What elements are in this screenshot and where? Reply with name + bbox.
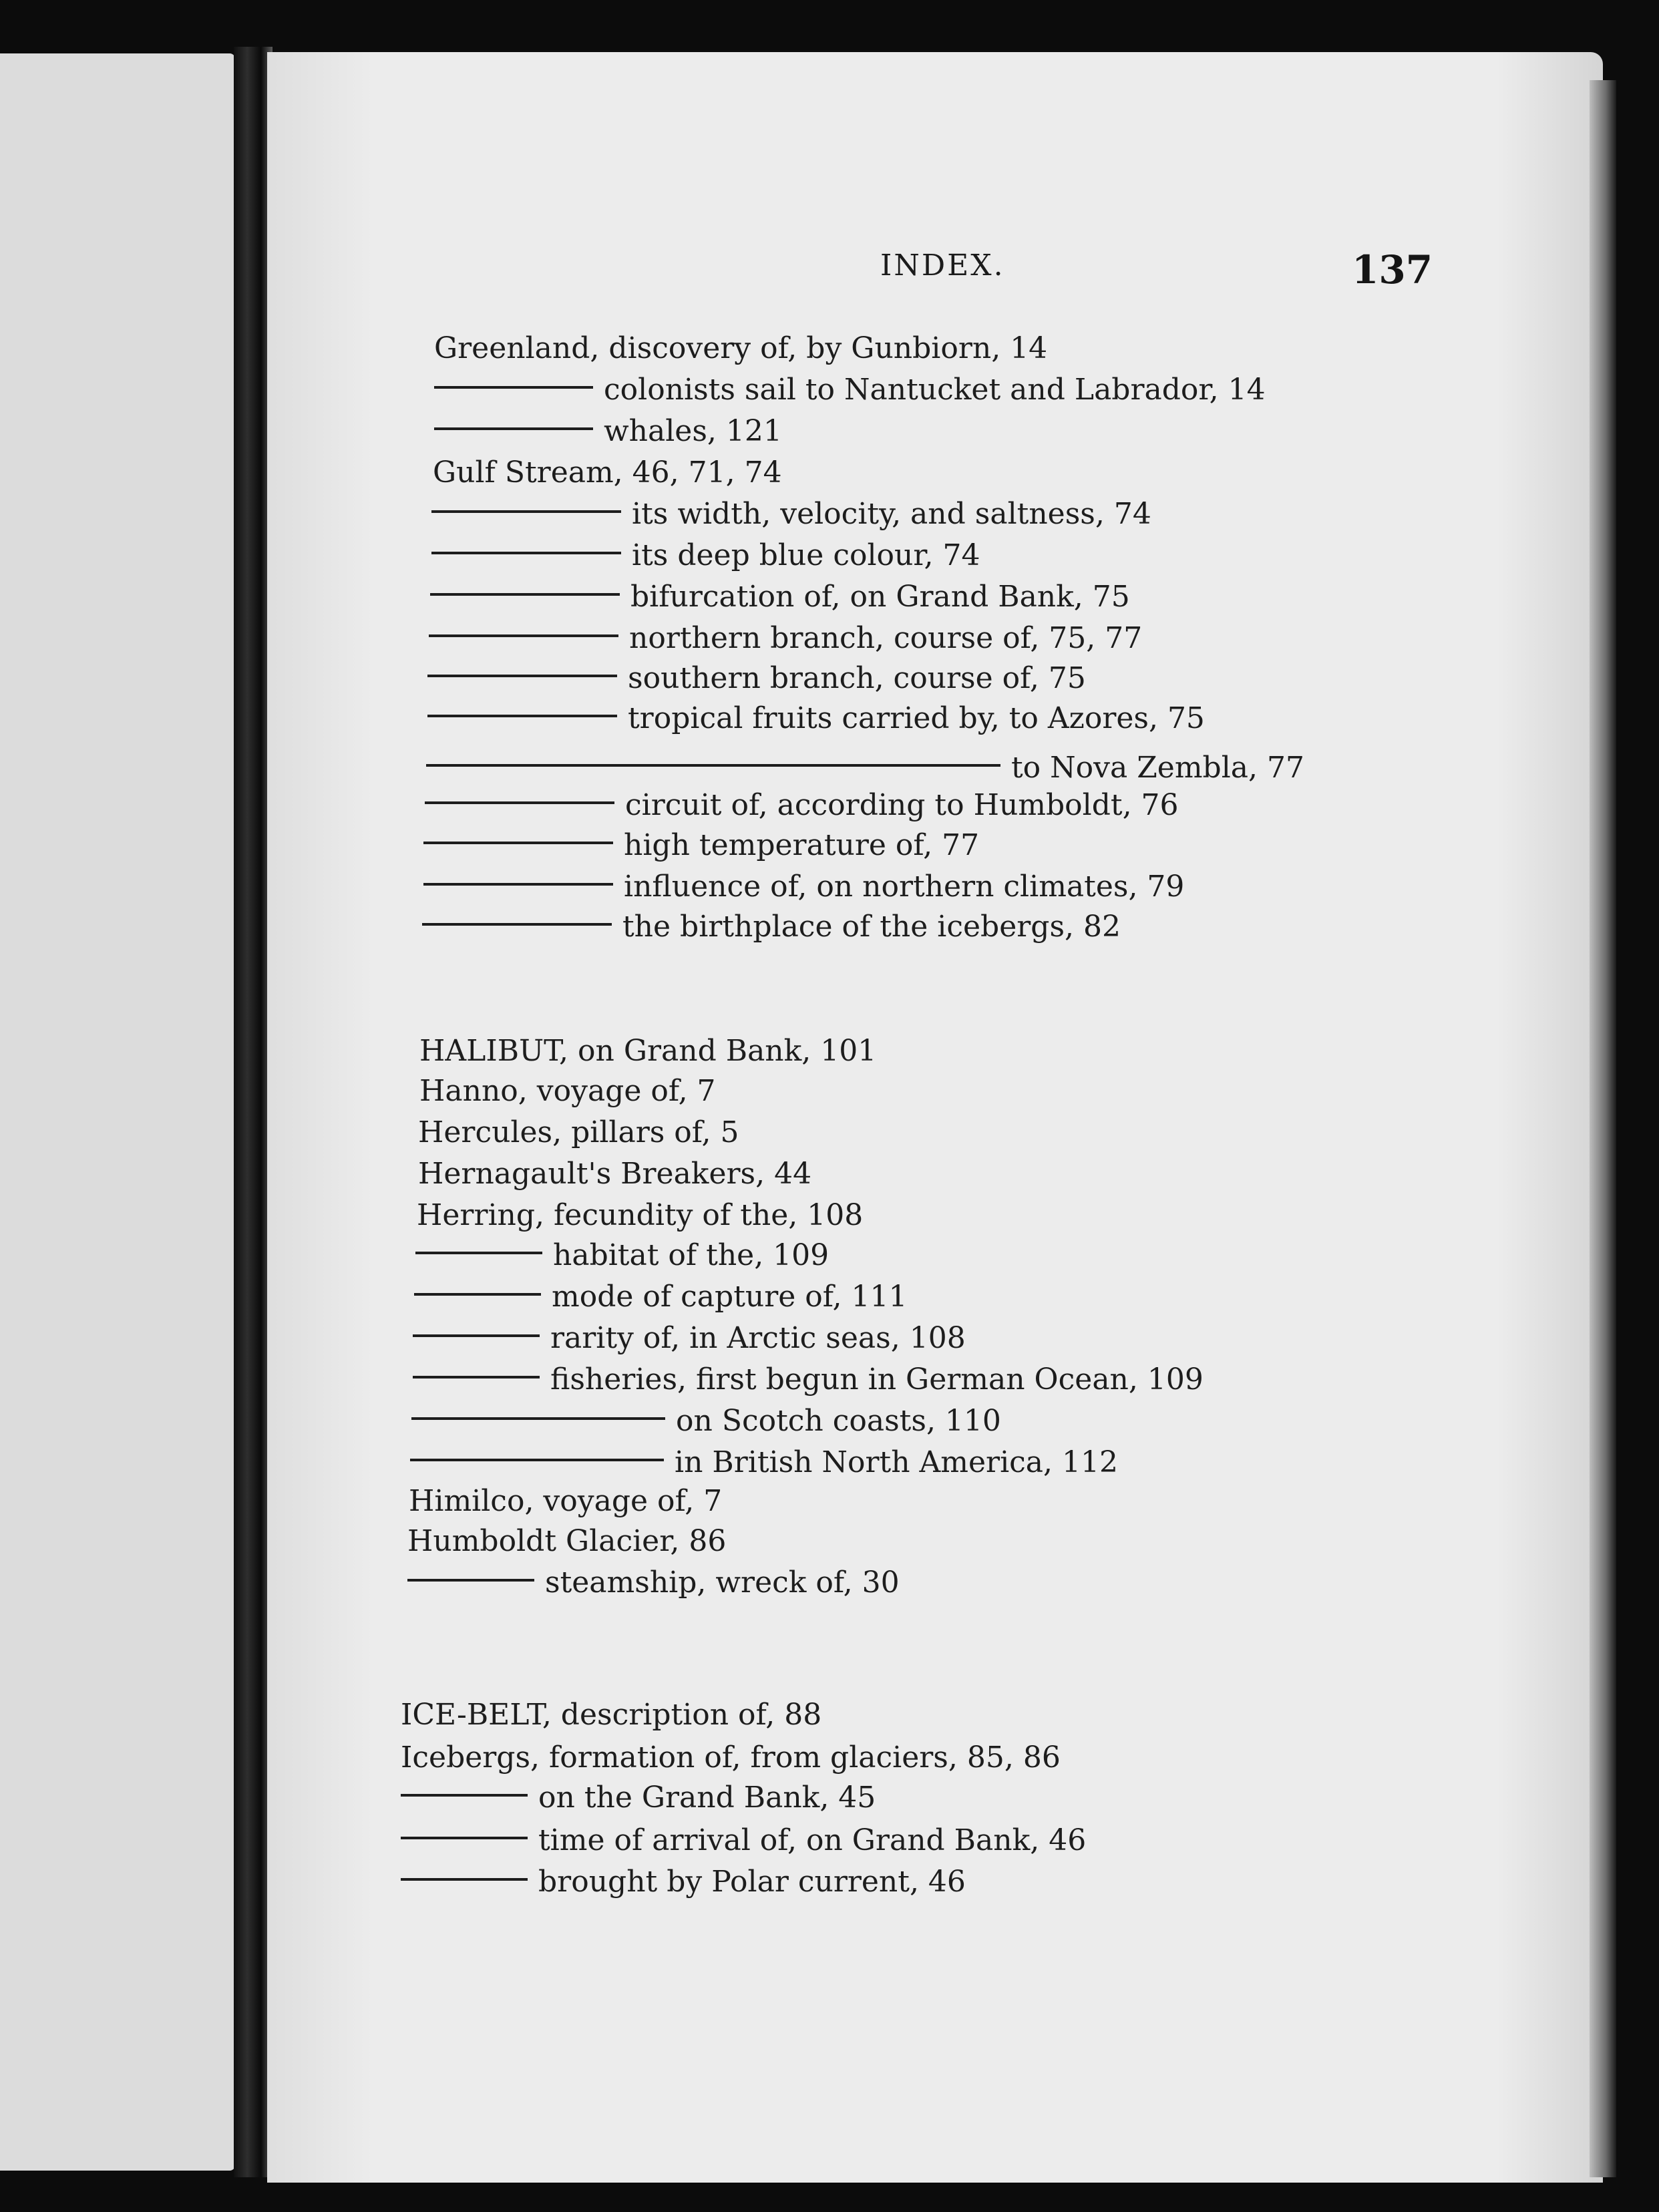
index-subentry: the birthplace of the icebergs, 82 [422,908,1121,946]
ditto-dash [431,552,621,554]
ditto-dash [401,1837,528,1839]
index-entry: HALIBUT, on Grand Bank, 101 [419,1034,877,1068]
index-subentry: mode of capture of, 111 [414,1278,907,1316]
ditto-dash [427,675,617,677]
ditto-dash [434,427,593,430]
ditto-dash [431,510,621,513]
index-subentry: bifurcation of, on Grand Bank, 75 [430,578,1130,616]
index-subentry: high temperature of, 77 [423,827,979,864]
index-subentry: steamship, wreck of, 30 [407,1564,900,1602]
index-entry: Gulf Stream, 46, 71, 74 [433,455,782,490]
ditto-dash [434,386,593,389]
index-entry: Herring, fecundity of the, 108 [417,1198,864,1232]
index-subentry: whales, 121 [434,413,782,450]
ditto-dash [414,1293,541,1296]
index-subentry: tropical fruits carried by, to Azores, 75 [427,700,1205,737]
running-head: INDEX. [880,248,1005,283]
page-number: 137 [1352,247,1433,293]
ditto-dash [407,1579,534,1582]
index-subentry: fisheries, first begun in German Ocean, 109 [413,1361,1204,1399]
index-entry: ICE-BELT, description of, 88 [401,1698,822,1732]
index-subentry: time of arrival of, on Grand Bank, 46 [401,1822,1086,1859]
index-subentry: colonists sail to Nantucket and Labrador, 14 [434,371,1266,409]
index-entry: Hernagault's Breakers, 44 [418,1157,812,1191]
index-entry: Icebergs, formation of, from glaciers, 85, 86 [401,1740,1061,1775]
ditto-dash [426,764,1000,767]
ditto-dash [401,1878,528,1881]
ditto-dash [411,1417,665,1420]
index-subentry: northern branch, course of, 75, 77 [429,620,1142,657]
index-subentry: its width, velocity, and saltness, 74 [431,496,1151,533]
ditto-dash [423,842,613,844]
index-entry: Greenland, discovery of, by Gunbiorn, 14 [434,331,1048,365]
ditto-dash [401,1794,528,1797]
index-entry: Hercules, pillars of, 5 [418,1115,739,1149]
ditto-dash [430,593,620,596]
index-subentry: in British North America, 112 [410,1444,1118,1481]
index-subentry: influence of, on northern climates, 79 [423,868,1184,906]
ditto-dash [429,634,618,637]
index-subentry: habitat of the, 109 [415,1237,829,1274]
ditto-dash [413,1376,540,1378]
index-subentry: on the Grand Bank, 45 [401,1779,876,1817]
ditto-dash [410,1459,664,1461]
ditto-dash [427,715,617,717]
ditto-dash [422,923,612,926]
index-subentry: southern branch, course of, 75 [427,660,1086,697]
ditto-dash [423,883,613,886]
index-entry: Humboldt Glacier, 86 [407,1524,727,1558]
index-subentry: rarity of, in Arctic seas, 108 [413,1320,966,1357]
index-entry: Hanno, voyage of, 7 [419,1074,716,1108]
index-subentry: on Scotch coasts, 110 [411,1403,1001,1440]
index-subentry: its deep blue colour, 74 [431,537,980,574]
ditto-dash [415,1252,542,1254]
index-entry: Himilco, voyage of, 7 [409,1484,723,1518]
ditto-dash [425,801,614,804]
index-subentry: brought by Polar current, 46 [401,1863,966,1901]
index-subentry: circuit of, according to Humboldt, 76 [425,787,1179,824]
index-subentry: to Nova Zembla, 77 [426,749,1304,787]
ditto-dash [413,1334,540,1337]
